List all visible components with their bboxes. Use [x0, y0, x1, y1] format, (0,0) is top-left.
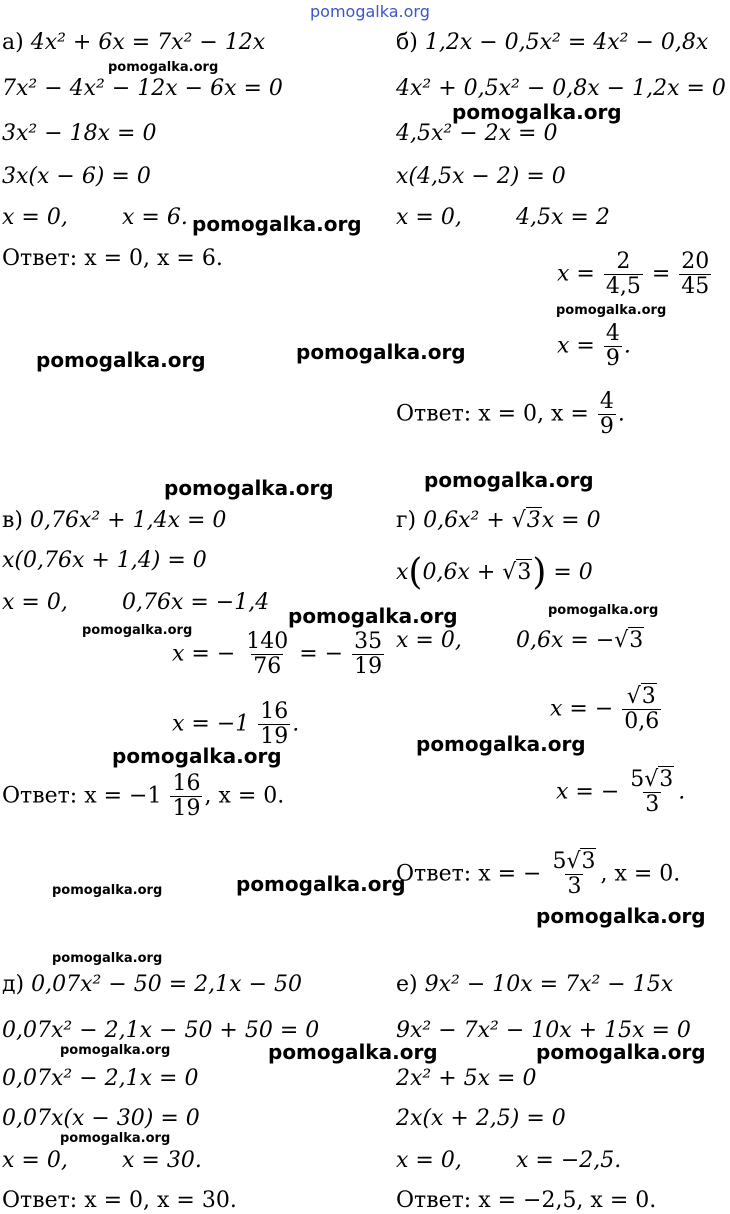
- watermark: pomogalka.org: [288, 604, 458, 628]
- part-b-root-2: 4,5x = 2: [516, 205, 610, 230]
- part-d-step-3: 0,07x(x − 30) = 0: [2, 1106, 200, 1131]
- fraction: $\frac{35}{19}$: [354, 629, 383, 679]
- fraction: $\frac{140}{76}$: [246, 629, 289, 679]
- part-g-root-1: x = 0,: [396, 628, 462, 653]
- part-v-root-1: x = 0,: [2, 590, 68, 615]
- part-b-step-2: 4,5x² − 2x = 0: [396, 121, 558, 146]
- fraction: $\frac{4}{9}$: [605, 321, 620, 371]
- part-v-answer: Ответ: x = −1 $\frac{16}{19}$ , x = 0.: [2, 771, 285, 821]
- fraction: $\frac{16}{19}$: [260, 699, 289, 749]
- part-a-answer: Ответ: x = 0, x = 6.: [2, 246, 223, 271]
- part-b-result: x = $\frac{4}{9}$ .: [557, 321, 631, 371]
- part-g-equation: г) 0,6x² + √3x = 0: [396, 508, 601, 533]
- part-v-equation: в) 0,76x² + 1,4x = 0: [2, 508, 227, 533]
- watermark: pomogalka.org: [164, 476, 334, 500]
- watermark: pomogalka.org: [236, 872, 406, 896]
- part-b-step-3: x(4,5x − 2) = 0: [396, 164, 566, 189]
- part-g-fraction-step: x = − $\frac{√3}{0,6}$: [550, 684, 660, 734]
- sqrt: √3: [614, 628, 644, 653]
- watermark: pomogalka.org: [52, 951, 163, 966]
- watermark: pomogalka.org: [548, 603, 659, 618]
- part-e-root-1: x = 0,: [396, 1148, 462, 1173]
- part-g-step-1: x(0,6x + √3) = 0: [396, 552, 593, 593]
- part-d-step-1: 0,07x² − 2,1x − 50 + 50 = 0: [2, 1018, 320, 1043]
- watermark: pomogalka.org: [60, 1043, 171, 1058]
- part-b-root-1: x = 0,: [396, 205, 462, 230]
- watermark: pomogalka.org: [192, 212, 362, 236]
- part-a-step-1: 7x² − 4x² − 12x − 6x = 0: [2, 76, 283, 101]
- sqrt: √3: [626, 684, 656, 709]
- watermark: pomogalka.org: [268, 1040, 438, 1064]
- fraction: $\frac{5√3}{3}$: [630, 767, 674, 817]
- part-b-answer: Ответ: x = 0, x = $\frac{4}{9}$ .: [396, 389, 625, 439]
- part-a-root-2: x = 6.: [122, 205, 188, 230]
- watermark: pomogalka.org: [556, 303, 667, 318]
- sqrt: √3: [644, 767, 674, 792]
- fraction: $\frac{√3}{0,6}$: [624, 684, 660, 734]
- watermark: pomogalka.org: [296, 340, 466, 364]
- watermark: pomogalka.org: [536, 1040, 706, 1064]
- part-v-fraction-step: x = − $\frac{140}{76}$ = − $\frac{35}{19}$: [172, 629, 383, 679]
- part-v-step-1: x(0,76x + 1,4) = 0: [2, 548, 207, 573]
- part-d-root-2: x = 30.: [122, 1148, 202, 1173]
- watermark: pomogalka.org: [424, 468, 594, 492]
- part-d-root-1: x = 0,: [2, 1148, 68, 1173]
- watermark: pomogalka.org: [416, 732, 586, 756]
- part-e-step-1: 9x² − 7x² − 10x + 15x = 0: [396, 1018, 691, 1043]
- part-e-equation: е) 9x² − 10x = 7x² − 15x: [396, 972, 674, 997]
- part-g-root-2: 0,6x = −√3: [516, 628, 644, 653]
- watermark-top: pomogalka.org: [310, 2, 430, 21]
- part-a-step-2: 3x² − 18x = 0: [2, 121, 157, 146]
- part-d-answer: Ответ: x = 0, x = 30.: [2, 1188, 237, 1213]
- part-a-root-1: x = 0,: [2, 205, 68, 230]
- part-b-step-1: 4x² + 0,5x² − 0,8x − 1,2x = 0: [396, 76, 726, 101]
- watermark: pomogalka.org: [108, 60, 219, 75]
- watermark: pomogalka.org: [536, 904, 706, 928]
- sqrt: √3: [566, 849, 596, 874]
- part-g-result: x = − $\frac{5√3}{3}$ .: [556, 767, 686, 817]
- watermark: pomogalka.org: [60, 1131, 171, 1146]
- fraction: $\frac{5√3}{3}$: [552, 849, 596, 899]
- part-g-answer: Ответ: x = − $\frac{5√3}{3}$ , x = 0.: [396, 849, 681, 899]
- part-e-answer: Ответ: x = −2,5, x = 0.: [396, 1188, 657, 1213]
- part-b-fraction-step: x = $\frac{2}{4,5}$ = $\frac{20}{45}$: [557, 249, 710, 299]
- part-b-equation: б) 1,2x − 0,5x² = 4x² − 0,8x: [396, 30, 709, 55]
- part-v-result: x = −1 $\frac{16}{19}$ .: [172, 699, 300, 749]
- fraction: $\frac{16}{19}$: [172, 771, 201, 821]
- fraction: $\frac{20}{45}$: [681, 249, 710, 299]
- part-d-step-2: 0,07x² − 2,1x = 0: [2, 1066, 199, 1091]
- part-e-root-2: x = −2,5.: [516, 1148, 622, 1173]
- fraction: $\frac{2}{4,5}$: [605, 249, 641, 299]
- part-e-step-2: 2x² + 5x = 0: [396, 1066, 537, 1091]
- watermark: pomogalka.org: [112, 744, 282, 768]
- part-a-equation: а) 4x² + 6x = 7x² − 12x: [2, 30, 266, 55]
- watermark: pomogalka.org: [452, 100, 622, 124]
- watermark: pomogalka.org: [36, 348, 206, 372]
- watermark: pomogalka.org: [52, 883, 163, 898]
- part-a-step-3: 3x(x − 6) = 0: [2, 164, 151, 189]
- fraction: $\frac{4}{9}$: [599, 389, 614, 439]
- sqrt: √3: [511, 508, 541, 533]
- watermark: pomogalka.org: [82, 623, 193, 638]
- part-d-equation: д) 0,07x² − 50 = 2,1x − 50: [2, 972, 302, 997]
- part-e-step-3: 2x(x + 2,5) = 0: [396, 1106, 566, 1131]
- sqrt: √3: [502, 560, 532, 585]
- part-v-root-2: 0,76x = −1,4: [122, 590, 270, 615]
